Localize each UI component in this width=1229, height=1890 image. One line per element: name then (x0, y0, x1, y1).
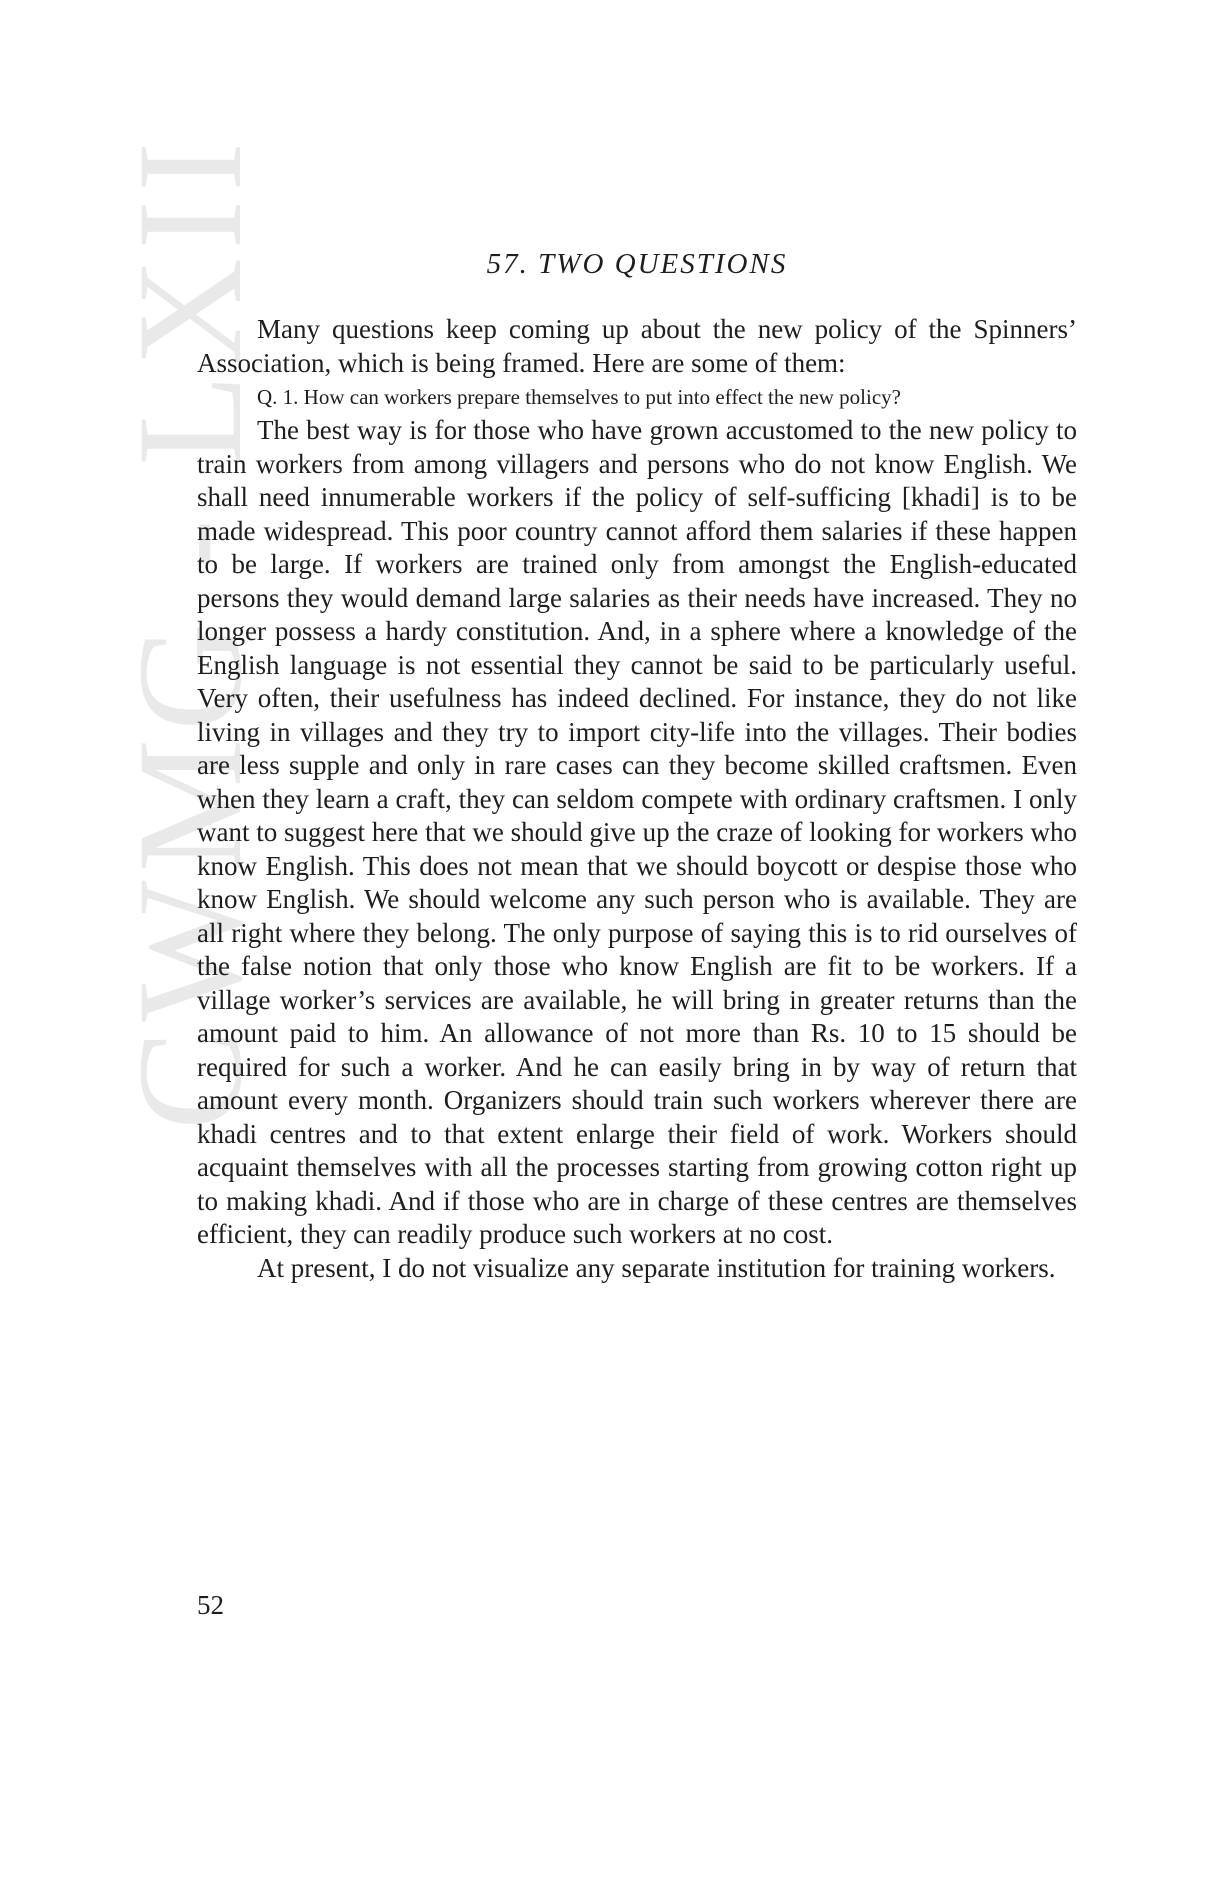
intro-paragraph: Many questions keep coming up about the new policy of the Spinners’ Association, which is being framed. Here are some of them: (197, 314, 1077, 378)
article-body (197, 313, 1077, 1285)
answer-paragraph: The best way is for those who have grown accustomed to the new policy to train workers from among villagers and persons who do not know English. We shall need innumerable workers if the policy of self-sufficing [khadi] is to be made widespread. This poor country cannot afford them salaries if these happen to be large. If workers are trained only from amongst the English-educated persons they would demand large salaries as their needs have increased. They no longer possess a hardy constitution. And, in a sphere where a knowledge of the English language is not essential they cannot be said to be particularly useful. Very often, their usefulness has indeed declined. For instance, they do not like living in villages and they try to import city-life into the villages. Their bodies are less supple and only in rare cases can they become skilled craftsmen. Even when they learn a craft, they can seldom compete with ordinary craftsmen. I only want to suggest here that we should give up the craze of looking for workers who know English. This does not mean that we should boycott or despise those who know English. We should welcome any such person who is available. They are all right where they belong. The only purpose of saying this is to rid ourselves of the false notion that only those who know English are fit to be workers. If a village worker’s services are available, he will bring in greater returns than the amount paid to him. An allowance of not more than Rs. 10 to 15 should be required for such a worker. And he can easily bring in by way of return that amount every month. Organizers should train such workers wherever there are khadi centres and to that extent enlarge their field of work. Workers should acquaint themselves with all the processes starting from growing cotton right up to making khadi. And if those who are in charge of these centres are themselves efficient, they can readily produce such workers at no cost. (197, 415, 1077, 1249)
page-number: 52 (197, 1590, 224, 1620)
watermark: CWMG - LXII (107, 133, 273, 1130)
article-title: 57. TWO QUESTIONS (486, 248, 788, 280)
answer-paragraph: At present, I do not visualize any separate institution for training workers. (257, 1252, 1056, 1283)
question-paragraph: Q. 1. How can workers prepare themselves to put into effect the new policy? (257, 385, 901, 409)
